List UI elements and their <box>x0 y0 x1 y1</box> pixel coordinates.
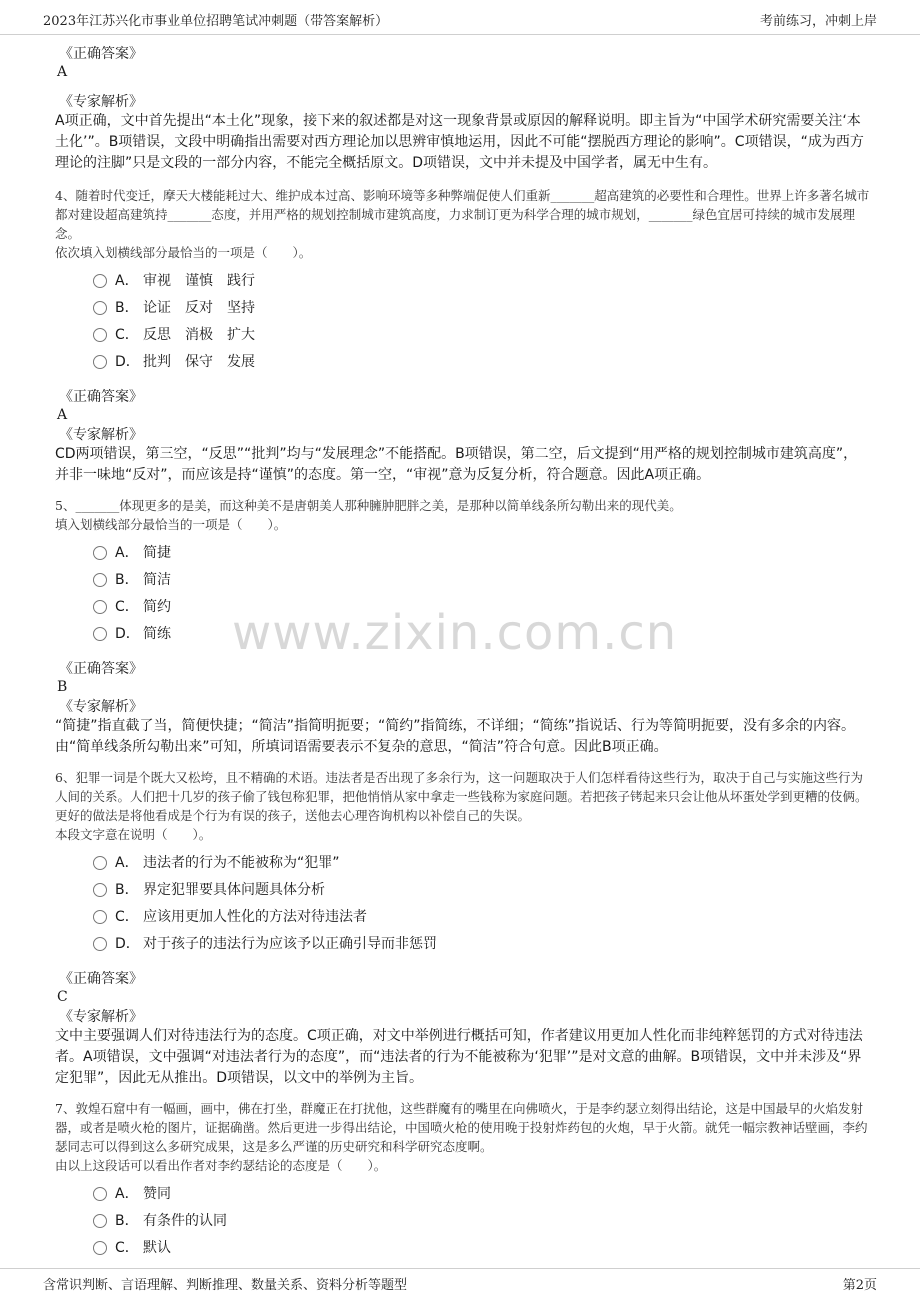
watermark: www.zixin.com.cn <box>232 605 678 661</box>
document-body <box>55 45 870 1274</box>
expert-analysis-text: A项正确，文中首先提出“本土化”现象，接下来的叙述都是对这一现象背景或原因的解释说明。即主旨为“中国学术研究需要关注‘本土化’”。B项错误，文段中明确指出需要对西方理论加以思辨审慎地运用，因此不可能“摆脱西方理论的影响”。C项错误，“成为西方理论的注脚”只是文段的一部分内容，不能完全概括原文。D项错误，文中并未提及中国学者，属无中生有。 <box>55 113 864 171</box>
radio-icon[interactable] <box>93 355 107 369</box>
question-prompt: 本段文字意在说明（ ）。 <box>55 827 212 842</box>
option-text: 有条件的认同 <box>143 1212 227 1229</box>
correct-answer-label: 《正确答案》 <box>59 389 143 405</box>
question-6 <box>55 768 870 1089</box>
option-letter: A． <box>115 854 139 871</box>
expert-analysis-label: 《专家解析》 <box>59 699 143 715</box>
option-letter: C． <box>115 326 139 343</box>
radio-icon[interactable] <box>93 856 107 870</box>
correct-answer-label: 《正确答案》 <box>59 46 143 62</box>
expert-analysis-label: 《专家解析》 <box>59 427 143 443</box>
page-number: 第2页 <box>842 1278 877 1293</box>
option-d[interactable] <box>93 347 870 374</box>
option-letter: D． <box>115 625 140 642</box>
option-d[interactable] <box>93 929 870 956</box>
radio-icon[interactable] <box>93 1241 107 1255</box>
option-text: 界定犯罪要具体问题具体分析 <box>143 881 325 898</box>
expert-analysis-text: CD两项错误，第三空，“反思”“批判”均与“发展理念”不能搭配。B项错误，第二空，后文提到“用严格的规划控制城市建筑高度”，并非一味地“反对”，而应该是持“谨慎”的态度。第一空，“审视”意为反复分析，符合题意。因此A项正确。 <box>55 446 858 483</box>
radio-icon[interactable] <box>93 600 107 614</box>
option-a[interactable] <box>93 538 870 565</box>
option-a[interactable] <box>93 1179 870 1206</box>
option-letter: C． <box>115 908 139 925</box>
correct-answer-value: C <box>57 989 68 1005</box>
option-a[interactable] <box>93 848 870 875</box>
question-prompt: 填入划横线部分最恰当的一项是（ ）。 <box>55 517 287 532</box>
radio-icon[interactable] <box>93 883 107 897</box>
option-text: 对于孩子的违法行为应该予以正确引导而非惩罚 <box>143 935 437 952</box>
option-text: 应该用更加人性化的方法对待违法者 <box>143 908 367 925</box>
question-text: 6、犯罪一词是个既大又松垮，且不精确的术语。违法者是否出现了多余行为，这一问题取决于人们怎样看待这些行为，取决于自己与实施这些行为人间的关系。人们把十几岁的孩子偷了钱包称犯罪，把他悄悄从家中拿走一些钱称为家庭问题。若把孩子铐起来只会让他从坏蛋处学到更糟的伎俩。更好的做法是将他看成是个行为有误的孩子，送他去心理咨询机构以补偿自己的失误。 <box>55 770 868 823</box>
option-letter: B． <box>115 571 139 588</box>
question-text: 4、随着时代变迁，摩天大楼能耗过大、维护成本过高、影响环境等多种弊端促使人们重新_______超高建筑的必要性和合理性。世界上许多著名城市都对建设超高建筑持_______态度，并用严格的规划控制城市建筑高度，力求制订更为科学合理的城市规划，_______绿色宜居可持续的城市发展理念。 <box>55 188 870 241</box>
option-text: 简洁 <box>143 571 171 588</box>
option-text: 简捷 <box>143 544 171 561</box>
option-d[interactable] <box>93 619 870 646</box>
footer-categories: 含常识判断、言语理解、判断推理、数量关系、资料分析等题型 <box>43 1278 408 1293</box>
option-list <box>93 848 870 956</box>
option-list <box>93 266 870 374</box>
page-header <box>0 0 920 35</box>
option-c[interactable] <box>93 320 870 347</box>
question-text: 5、_______体现更多的是美，而这种美不是唐朝美人那种臃肿肥胖之美，是那种以简单线条所勾勒出来的现代美。 <box>55 498 682 513</box>
correct-answer-value: A <box>57 64 68 80</box>
option-list <box>93 1179 870 1260</box>
option-c[interactable] <box>93 592 870 619</box>
option-text: 论证 反对 坚持 <box>143 299 255 316</box>
option-text: 违法者的行为不能被称为“犯罪” <box>143 854 340 871</box>
document-title: 2023年江苏兴化市事业单位招聘笔试冲刺题（带答案解析） <box>43 14 389 29</box>
radio-icon[interactable] <box>93 274 107 288</box>
question-4 <box>55 186 870 486</box>
page-footer <box>0 1268 920 1303</box>
radio-icon[interactable] <box>93 546 107 560</box>
question-text: 7、敦煌石窟中有一幅画，画中，佛在打坐，群魔正在打扰他，这些群魔有的嘴里在向佛喷火，于是李约瑟立刻得出结论，这是中国最早的火焰发射器，或者是喷火枪的图片，证据确凿。然后更进一步得出结论，中国喷火枪的使用晚于投射炸药包的火炮，早于火箭。就凭一幅宗教神话壁画，李约瑟同志可以得到这么多研究成果，这是多么严谨的历史研究和科学研究态度啊。 <box>55 1101 868 1154</box>
option-text: 批判 保守 发展 <box>143 353 255 370</box>
question-7 <box>55 1099 870 1260</box>
radio-icon[interactable] <box>93 301 107 315</box>
option-text: 反思 消极 扩大 <box>143 326 255 343</box>
option-letter: D． <box>115 353 140 370</box>
option-text: 审视 谨慎 践行 <box>143 272 255 289</box>
radio-icon[interactable] <box>93 1214 107 1228</box>
expert-analysis-label: 《专家解析》 <box>59 94 143 110</box>
option-text: 简练 <box>143 625 171 642</box>
option-c[interactable] <box>93 902 870 929</box>
option-text: 简约 <box>143 598 171 615</box>
option-b[interactable] <box>93 565 870 592</box>
option-letter: C． <box>115 598 139 615</box>
option-b[interactable] <box>93 293 870 320</box>
option-text: 赞同 <box>143 1185 171 1202</box>
radio-icon[interactable] <box>93 627 107 641</box>
option-text: 默认 <box>143 1239 171 1256</box>
correct-answer-label: 《正确答案》 <box>59 661 143 677</box>
correct-answer-value: A <box>57 407 68 423</box>
option-b[interactable] <box>93 875 870 902</box>
question-5 <box>55 496 870 758</box>
radio-icon[interactable] <box>93 1187 107 1201</box>
expert-analysis-text: 文中主要强调人们对待违法行为的态度。C项正确，对文中举例进行概括可知，作者建议用更加人性化而非纯粹惩罚的方式对待违法者。A项错误，文中强调“对违法者行为的态度”，而“违法者的行为不能被称为‘犯罪’”是对文意的曲解。B项错误，文中并未涉及“界定犯罪”，因此无从推出。D项错误，以文中的举例为主旨。 <box>55 1028 863 1086</box>
option-letter: B． <box>115 299 139 316</box>
radio-icon[interactable] <box>93 910 107 924</box>
radio-icon[interactable] <box>93 937 107 951</box>
option-letter: D． <box>115 935 140 952</box>
option-a[interactable] <box>93 266 870 293</box>
question-prompt: 依次填入划横线部分最恰当的一项是（ ）。 <box>55 245 312 260</box>
option-c[interactable] <box>93 1233 870 1260</box>
radio-icon[interactable] <box>93 328 107 342</box>
option-b[interactable] <box>93 1206 870 1233</box>
option-letter: B． <box>115 881 139 898</box>
radio-icon[interactable] <box>93 573 107 587</box>
correct-answer-label: 《正确答案》 <box>59 971 143 987</box>
option-letter: C． <box>115 1239 139 1256</box>
expert-analysis-label: 《专家解析》 <box>59 1009 143 1025</box>
option-letter: B． <box>115 1212 139 1229</box>
question-prompt: 由以上这段话可以看出作者对李约瑟结论的态度是（ ）。 <box>55 1158 387 1173</box>
option-letter: A． <box>115 1185 139 1202</box>
answer-block-prev <box>55 45 870 174</box>
option-letter: A． <box>115 544 139 561</box>
correct-answer-value: B <box>57 679 68 695</box>
expert-analysis-text: “简捷”指直截了当，简便快捷；“简洁”指简明扼要；“简约”指简练，不详细；“简练”指说话、行为等简明扼要，没有多余的内容。由“简单线条所勾勒出来”可知，所填词语需要表示不复杂的意思，“简洁”符合句意。因此B项正确。 <box>55 718 856 755</box>
option-letter: A． <box>115 272 139 289</box>
header-slogan: 考前练习，冲刺上岸 <box>759 14 877 29</box>
option-list <box>93 538 870 646</box>
